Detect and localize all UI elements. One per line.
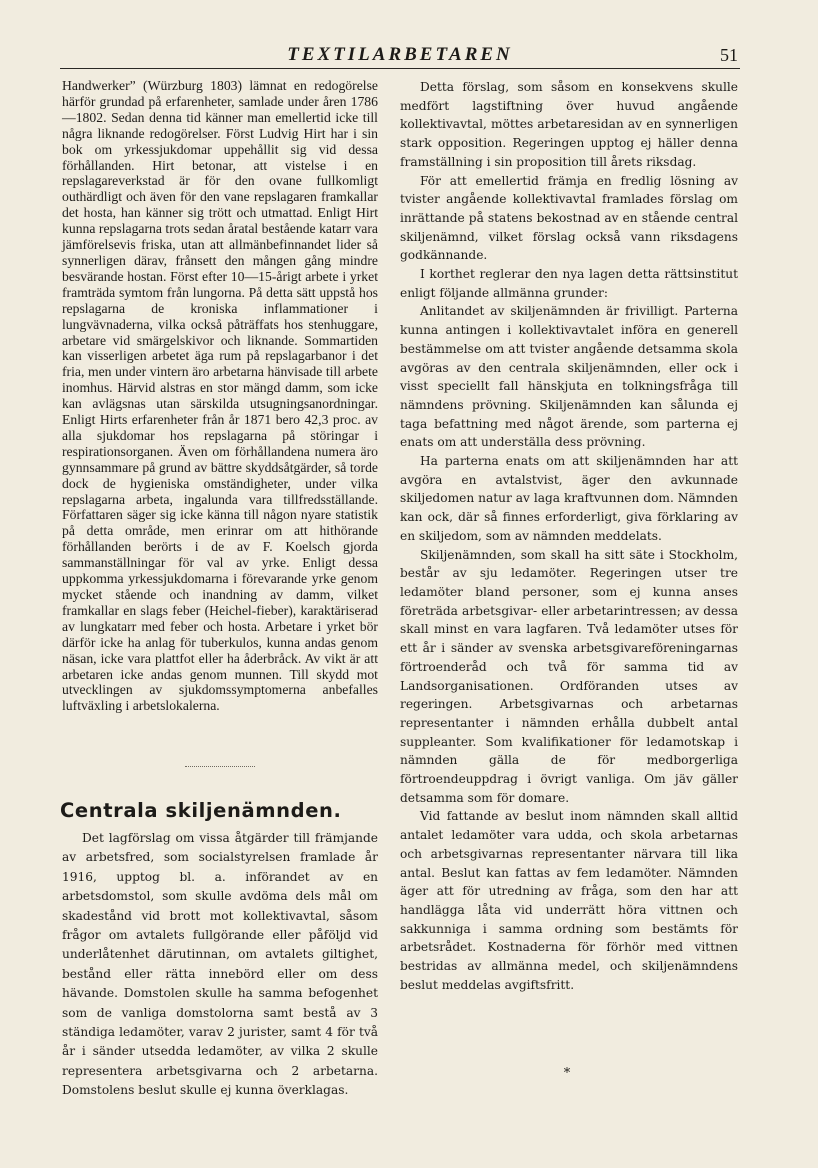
paragraph: Detta förslag, som såsom en konsekvens skulle medfört lagstiftning över huvud angående kollektivavtal, möttes arbetaresidan av en synnerligen stark opposition. Regeringen upptog ej häller denna framställning i sin proposition till årets riksdag. [400, 80, 738, 169]
paragraph: Anlitandet av skiljenämnden är frivilligt. Parterna kunna antingen i kollektivavtalet införa en generell bestämmelse om att tvister angående detsamma skola avgöras av den centrala skiljenämnden, eller ock i visst speciellt fall hänskjuta en tolkningsfråga till nämndens prövning. Skiljenämnden kan sålunda ej taga befattning med något ärende, som parterna ej enats om att underställa dess prövning. [400, 304, 738, 450]
paragraph: Skiljenämnden, som skall ha sitt säte i Stockholm, består av sju ledamöter. Regeringen utser tre ledamöter bland personer, som ej kunna anses företräda arbetsgivar- eller arbetarintressen; av dessa skall minst en vara lagfaren. Två ledamöter utses för ett år i sänder av svenska arbetsgivareföreningarnas förtroenderåd och två för samma tid av Landsorganisationen. Ordföranden utses av regeringen. Arbetsgivarnas och arbetarnas representanter i nämnden erhålla dubbelt antal suppleanter. Som kvalifikationer för ledamotskap i nämnden gälla de för medborgerliga förtroendeuppdrag i övrigt vanliga. Om jäv gäller detsamma som för domare. [400, 547, 738, 805]
paragraph: För att emellertid främja en fredlig lösning av tvister angående kollektivavtal framlades förslag om inrättande på statens bekostnad av en stående central skiljenämnd, vilket förslag också vann riksdagens godkännande. [400, 173, 738, 263]
running-head [60, 42, 740, 69]
end-mark: * [563, 1066, 571, 1081]
paragraph: Det lagförslag om vissa åtgärder till främjande av arbetsfred, som socialstyrelsen framlade år 1916, upptog bl. a. införandet av en arbetsdomstol, som skulle avdöma dels mål om skadestånd vid brott mot kollektivavtal, såsom frågor om avtalets fullgörande eller påföljd vid underlåtenhet därutinnan, om avtalets giltighet, bestånd eller rätta innebörd eller om dess hävande. Domstolen skulle ha samma befogenhet som de vanliga domstolorna samt bestå av 3 ständiga ledamöter, varav 2 jurister, samt 4 för två år i sänder utsedda ledamöter, av vilka 2 skulle representera arbetsgivarna och 2 arbetarna. Domstolens beslut skulle ej kunna överklagas. [62, 831, 378, 1098]
paragraph: I korthet reglerar den nya lagen detta rättsinstitut enligt följande allmänna grunder: [400, 267, 738, 300]
journal-title: TEXTILARBETAREN [287, 44, 513, 65]
paragraph: Vid fattande av beslut inom nämnden skall alltid antalet ledamöter vara udda, och skola arbetarnas och arbetsgivarnas representanter närvara till lika antal. Beslut kan fattas av fem ledamöter. Nämnden äger att för utredning av fråga, som den har att handlägga låta vid underrätt höra vittnen och sakkunniga i samma ordning som bestämts för arbetsrådet. Kostnaderna för förhör med vittnen bestridas av allmänna medel, och skiljenämndens beslut meddelas avgiftsfritt. [400, 809, 738, 992]
section-divider [185, 766, 255, 767]
left-column-article-start [62, 829, 378, 1101]
right-column-article [400, 78, 738, 994]
section-heading: Centrala skiljenämnden. [60, 799, 342, 822]
paragraph: Ha parterna enats om att skiljenämnden har att avgöra en avtalstvist, äger den avkunnade skiljedomen natur av laga kraftvunnen dom. Nämnden kan ock, där så finnes erforderligt, giva förklaring av en skiljedom, som av nämnden meddelats. [400, 454, 738, 543]
left-column-article-continuation [62, 78, 378, 714]
page-number: 51 [720, 45, 738, 65]
paragraph: Handwerker” (Würzburg 1803) lämnat en redogörelse härför grundad på erfarenheter, samlade under åren 1786—1802. Sedan denna tid känner man emellertid icke till några liknande redogörelser. Först Ludvig Hirt har i sin bok om yrkessjukdomar uppehållit sig vid dessa förhållanden. Hirt betonar, att vistelse i en repslagareverkstad är för den ovane fullkomligt outhärdligt och även för den vane repslagaren framkallar det hosta, han känner sig trött och utmattad. Enligt Hirt kunna repslagarna trots sedan åratal bestående katarr vara jämförelsevis friska, utan att allmänbefinnandet lider så synnerligen därav, frånsett den mången gång mindre besvärande hostan. Först efter 10—15-årigt arbete i yrket framträda symtom från lungorna. På detta sätt uppstå hos repslagarna de kroniska inflammationer i lungvävnaderna, vilka också påträffats hos stenhuggare, arbetare vid smärgelskivor och liknande. Sommartiden kan visserligen arbetet äga rum på repslagarbanor i det fria, men under vintern äro arbetarna hänvisade till arbete inomhus. Härvid alstras en stor mängd damm, som icke kan avlägsnas utan särskilda utsugningsanordningar. Enligt Hirts erfarenheter från år 1871 bero 42,3 proc. av alla sjukdomar hos repslagarna på störingar i respirationsorganen. Även om förhållandena numera äro gynnsammare på grund av bättre skyddsåtgärder, så torde dock de hygieniska omständigheter, under vilka repslagarna arbeta, ingalunda vara tillfredsställande. Författaren säger sig icke känna till någon nyare statistik på detta område, men erinrar om att hithörande förhållanden berörts i de av F. Koelsch gjorda sammanställningar för val av yrke. Enligt dessa uppkomma yrkessjukdomarna i förevarande yrke genom mycket stående och inandning av damm, vilket framkallar en slags feber (Heichel-fieber), karaktäriserad av lungkatarr med feber och hosta. Arbetare i yrket bör därför icke ha anlag för tuberkulos, kunna andas genom näsan, icke vara plattfot eller ha åderbråck. Av vikt är att arbetaren icke andas genom munnen. Till skydd mot utvecklingen av sjukdomssymptomerna anbefalles luftväxling i arbetslokalerna. [62, 78, 378, 714]
